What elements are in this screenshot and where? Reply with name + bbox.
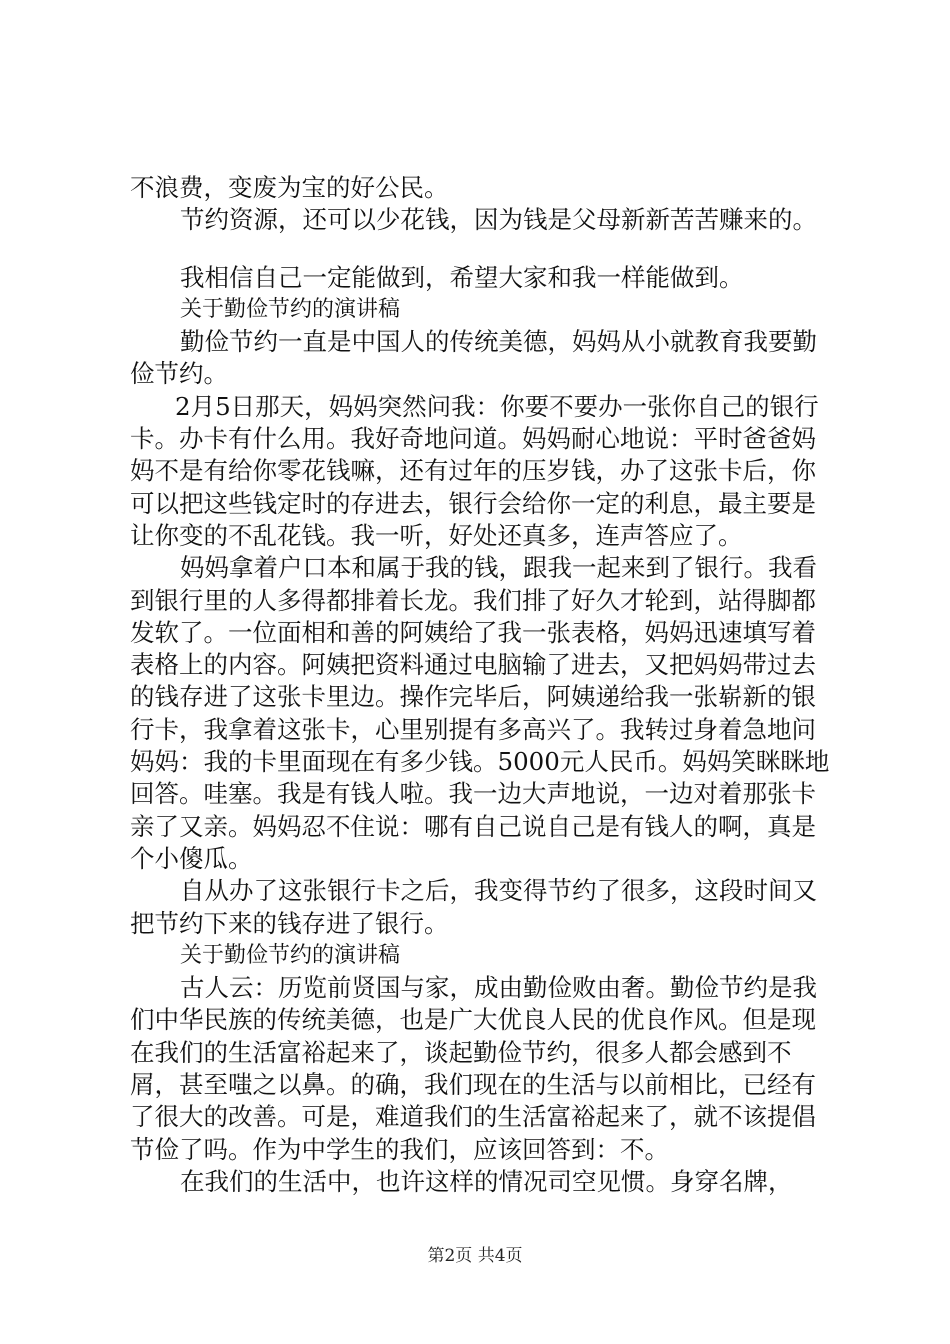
paragraph-believe: 我相信自己一定能做到，希望大家和我一样能做到。 <box>180 262 744 292</box>
paragraph-bank-visit: 妈妈拿着户口本和属于我的钱，跟我一起来到了银行。我看到银行里的人多得都排着长龙。我们排了好久才轮到，站得脚都发软了。一位面相和善的阿姨给了我一张表格，妈妈迅速填写着表格上的内容。阿姨把资料通过电脑输了进去，又把妈妈带过去的钱存进了这张卡里边。操作完毕后，阿姨递给我一张崭新的银行卡，我拿着这张卡，心里别提有多高兴了。我转过身着急地问妈妈：我的卡里面现在有多少钱。5000元人民币。妈妈笑眯眯地回答。哇塞。我是有钱人啦。我一边大声地说，一边对着那张卡亲了又亲。妈妈忍不住说：哪有自己说自己是有钱人的啊，真是个小傻瓜。 <box>130 553 830 873</box>
paragraph-ancients: 古人云：历览前贤国与家，成由勤俭败由奢。勤俭节约是我们中华民族的传统美德，也是广大优良人民的优良作风。但是现在我们的生活富裕起来了，谈起勤俭节约，很多人都会感到不屑，甚至嗤之以鼻。的确，我们现在的生活与以前相比，已经有了很大的改善。可是，难道我们的生活富裕起来了，就不该提倡节俭了吗。作为中学生的我们，应该回答到：不。 <box>130 973 817 1164</box>
paragraph-saving-resources: 节约资源，还可以少花钱，因为钱是父母新新苦苦赚来的。 <box>180 205 817 235</box>
document-body <box>130 172 840 1198</box>
paragraph-after-card: 自从办了这张银行卡之后，我变得节约了很多，这段时间又把节约下来的钱存进了银行。 <box>130 876 817 938</box>
paragraph-bank-card: 2月5日那天，妈妈突然问我：你要不要办一张你自己的银行卡。办卡有什么用。我好奇地问道。妈妈耐心地说：平时爸爸妈妈不是有给你零花钱嘛，还有过年的压岁钱，办了这张卡后，你可以把这些钱定时的存进去，银行会给你一定的利息，最主要是让你变的不乱花钱。我一听，好处还真多，连声答应了。 <box>130 391 819 550</box>
paragraph-daily-life: 在我们的生活中，也许这样的情况司空见惯。身穿名牌， <box>180 1166 793 1196</box>
paragraph-intro: 勤俭节约一直是中国人的传统美德，妈妈从小就教育我要勤俭节约。 <box>130 327 817 389</box>
paragraph-continuation: 不浪费，变废为宝的好公民。 <box>130 173 449 202</box>
page-footer: 第2页 共4页 <box>427 1246 523 1266</box>
section-heading: 关于勤俭节约的演讲稿 <box>180 296 401 322</box>
section-heading: 关于勤俭节约的演讲稿 <box>180 942 401 968</box>
